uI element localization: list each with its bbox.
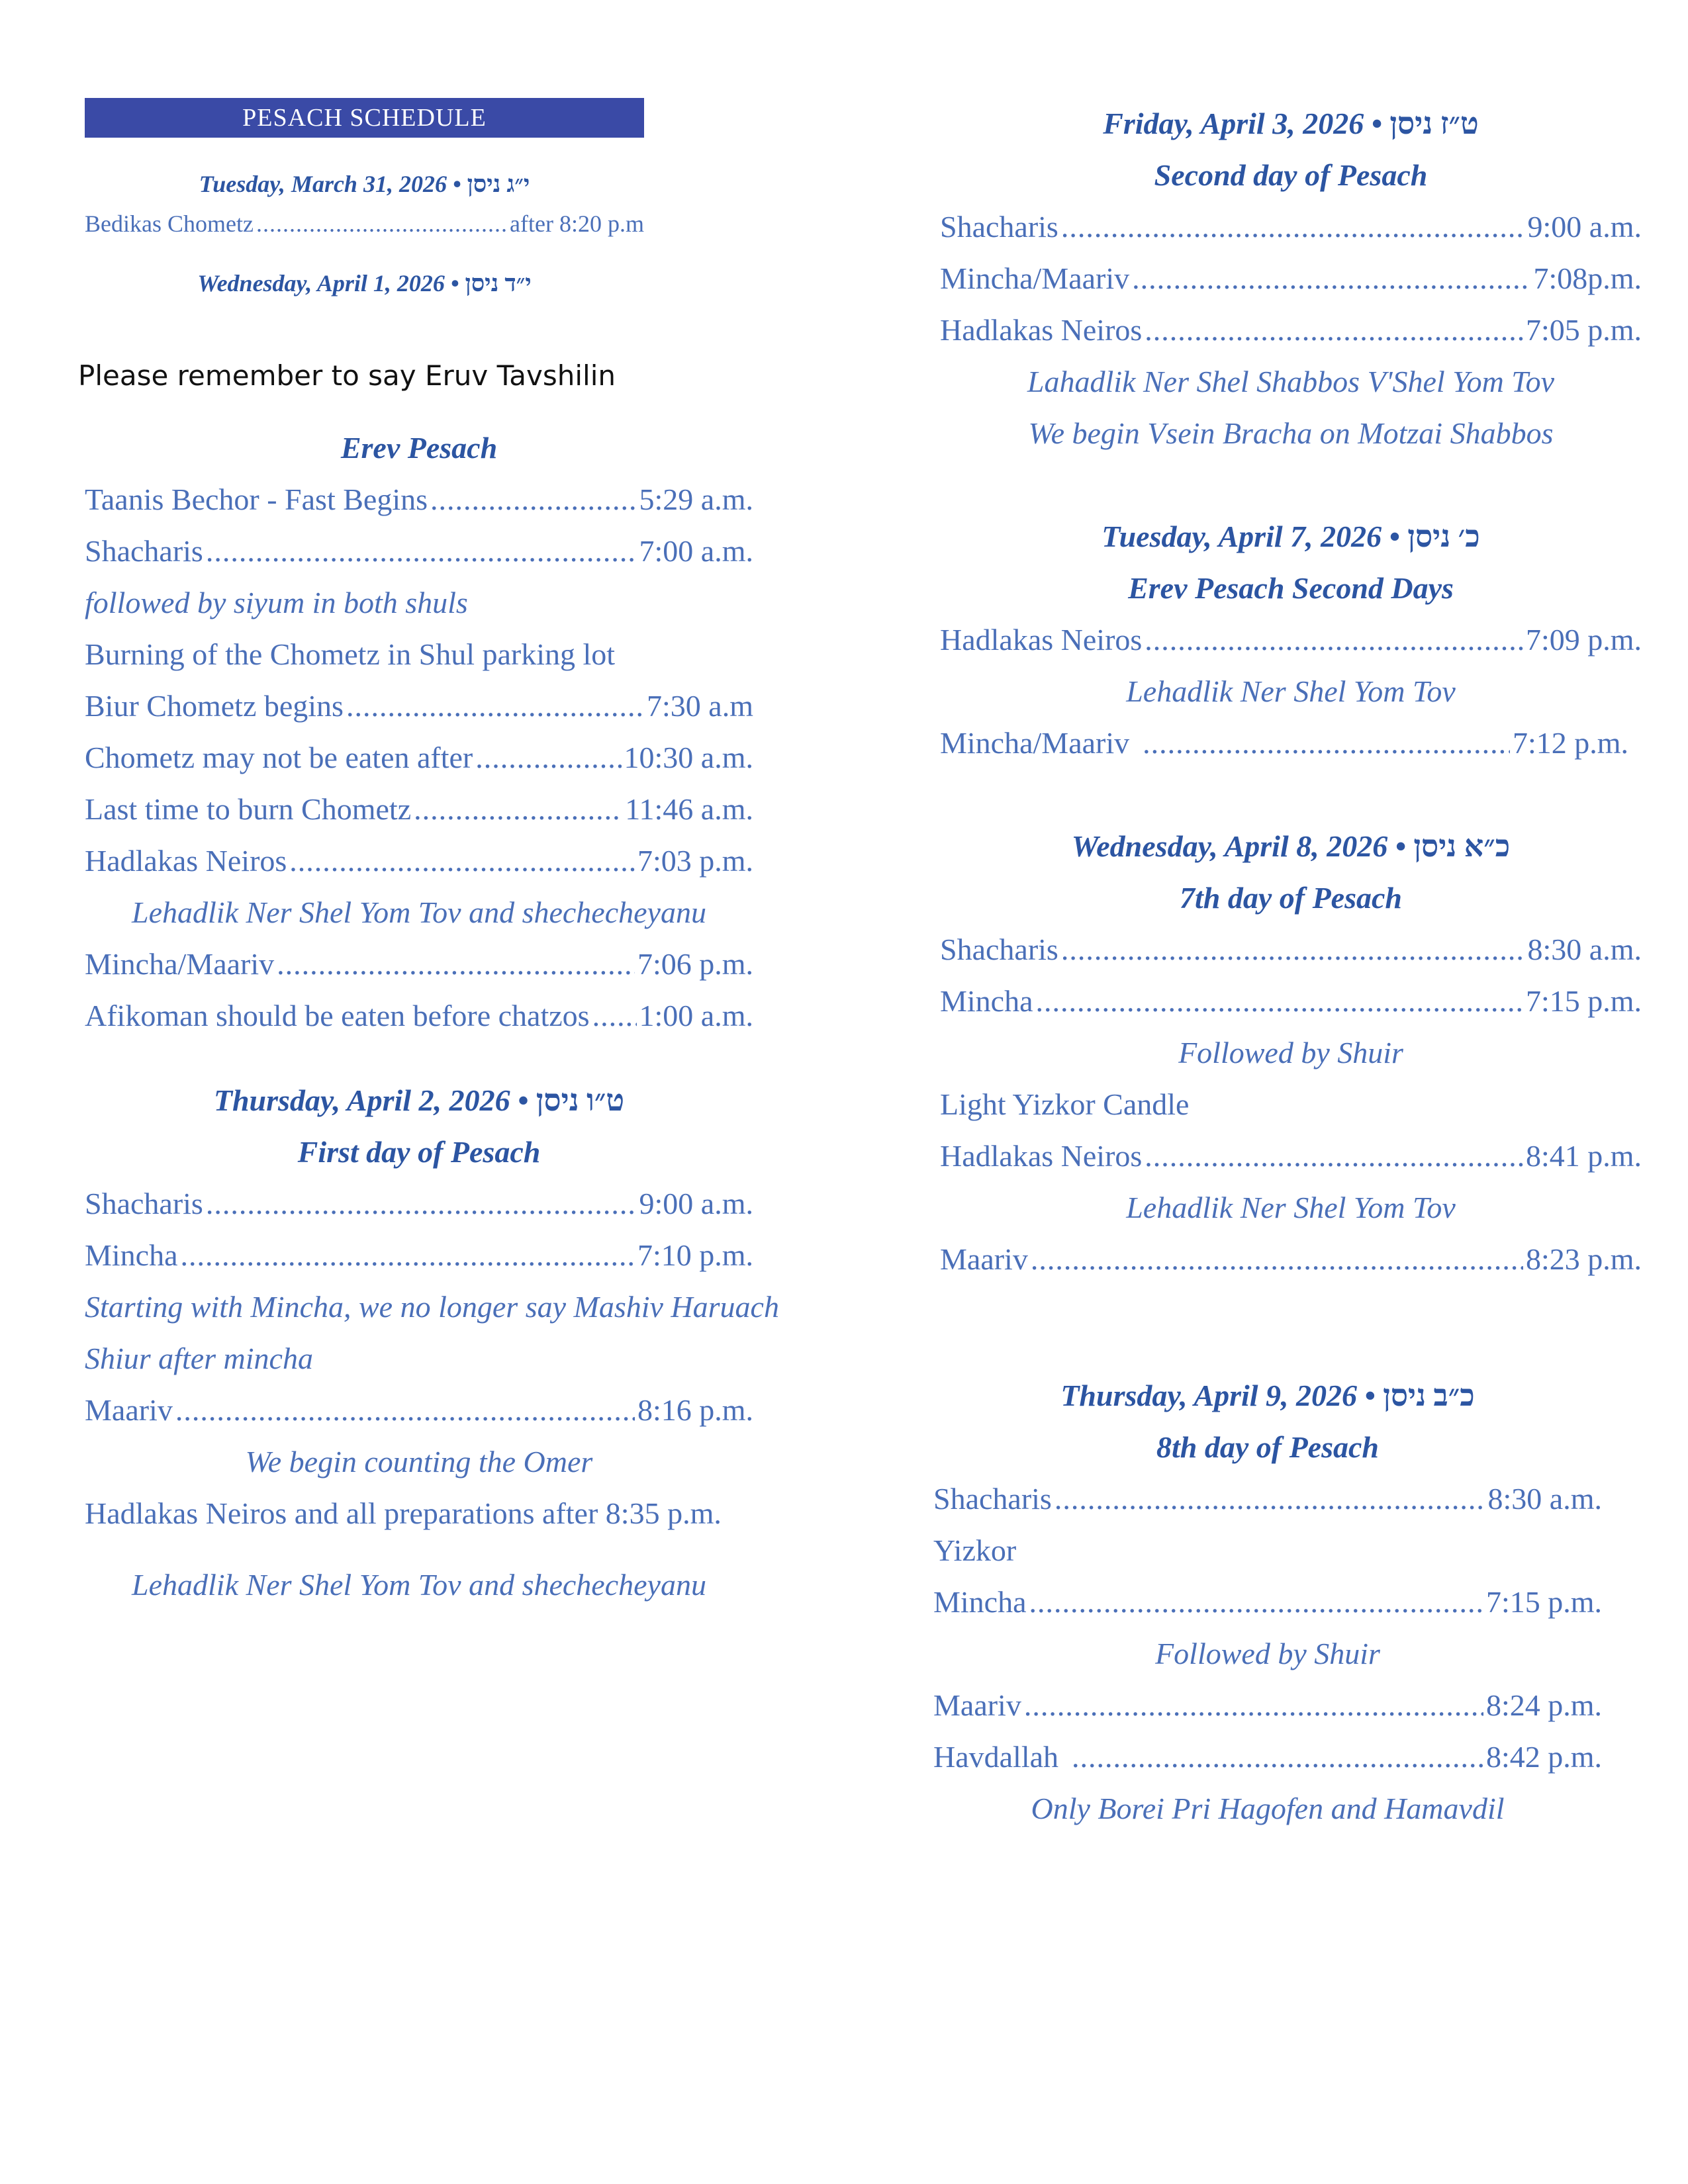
schedule-row: Hadlakas Neiros ..... 7:09 p.m. — [940, 614, 1642, 666]
schedule-row: Mincha/Maariv ..... 7:06 p.m. — [85, 938, 753, 990]
vsein-bracha-note: We begin Vsein Bracha on Motzai Shabbos — [1028, 416, 1554, 450]
schedule-row: Biur Chometz begins ..... 7:30 a.m — [85, 680, 753, 732]
schedule-banner: PESACH SCHEDULE — [85, 98, 644, 138]
first-day-title: First day of Pesach — [297, 1135, 541, 1169]
erev-pesach-section — [85, 422, 779, 1611]
havdallah-note: Only Borei Pri Hagofen and Hamavdil — [1031, 1792, 1505, 1825]
schedule-row: Maariv ..... 8:23 p.m. — [940, 1234, 1642, 1285]
schedule-row: Mincha/Maariv ..... 7:08p.m. — [940, 253, 1642, 304]
seventh-day-title: 7th day of Pesach — [1179, 881, 1402, 915]
schedule-row: Shacharis ..... 8:30 a.m. — [933, 1473, 1602, 1525]
eighth-day-section — [933, 1370, 1602, 1835]
bedikas-chometz-row: Bedikas Chometz ..... after 8:20 p.m — [85, 204, 644, 244]
lehadlik-note: Lehadlik Ner Shel Yom Tov and shechecheyanu — [132, 895, 706, 929]
left-column — [78, 98, 779, 1602]
mashiv-haruach-note: Starting with Mincha, we no longer say Mashiv Haruach — [85, 1290, 779, 1324]
burning-note: Burning of the Chometz in Shul parking lot — [85, 637, 616, 671]
schedule-row: Shacharis ..... 7:00 a.m. — [85, 525, 753, 577]
hadlakas-preparations: Hadlakas Neiros and all preparations after 8:35 p.m. — [85, 1496, 722, 1530]
schedule-row: Shacharis ..... 9:00 a.m. — [85, 1178, 753, 1230]
shiur-note: Shiur after mincha — [85, 1342, 313, 1375]
schedule-row: Mincha/Maariv ..... 7:12 p.m. — [940, 717, 1628, 769]
schedule-row: Last time to burn Chometz ..... 11:46 a.m. — [85, 784, 753, 835]
lehadlik-note: Lehadlik Ner Shel Yom Tov — [1126, 1191, 1456, 1224]
erev-pesach-title: Erev Pesach — [340, 431, 498, 465]
second-day-title: Second day of Pesach — [1154, 158, 1428, 192]
eruv-tavshilin-note: Please remember to say Eruv Tavshilin — [78, 359, 616, 392]
shuir-note: Followed by Shuir — [1155, 1637, 1380, 1670]
day-header-wednesday-apr1: Wednesday, April 1, 2026 • י״ד ניסן — [197, 270, 532, 296]
schedule-row: Shacharis ..... 8:30 a.m. — [940, 924, 1642, 976]
schedule-row: Havdallah ..... 8:42 p.m. — [933, 1731, 1602, 1783]
yizkor-candle-note: Light Yizkor Candle — [940, 1087, 1190, 1121]
schedule-row: Mincha ..... 7:15 p.m. — [933, 1576, 1602, 1628]
erev-second-days-title: Erev Pesach Second Days — [1128, 571, 1454, 605]
omer-note: We begin counting the Omer — [245, 1445, 593, 1479]
day-header-friday-apr3: Friday, April 3, 2026 • ט״ז ניסן — [1103, 107, 1479, 140]
leader-dots — [256, 204, 507, 244]
lehadlik-note: Lehadlik Ner Shel Yom Tov and shechecheyanu — [132, 1568, 706, 1602]
schedule-row: Hadlakas Neiros ..... 7:03 p.m. — [85, 835, 753, 887]
schedule-row: Hadlakas Neiros ..... 8:41 p.m. — [940, 1130, 1642, 1182]
schedule-row: Afikoman should be eaten before chatzos ..... 1:00 a.m. — [85, 990, 753, 1042]
lehadlik-note: Lahadlik Ner Shel Shabbos V'Shel Yom Tov — [1027, 365, 1555, 398]
schedule-row: Taanis Bechor - Fast Begins ..... 5:29 a.m. — [85, 474, 753, 525]
day-header-thursday-apr9: Thursday, April 9, 2026 • כ״ב ניסן — [1060, 1379, 1475, 1412]
siyum-note: followed by siyum in both shuls — [85, 586, 468, 619]
eighth-day-title: 8th day of Pesach — [1156, 1430, 1379, 1464]
schedule-row: Maariv ..... 8:24 p.m. — [933, 1680, 1602, 1731]
schedule-row: Maariv ..... 8:16 p.m. — [85, 1385, 753, 1436]
right-column — [933, 98, 1642, 1835]
day-header-tuesday-apr7: Tuesday, April 7, 2026 • כ׳ ניסן — [1102, 520, 1480, 553]
schedule-row: Chometz may not be eaten after ..... 10:30 a.m. — [85, 732, 753, 784]
day-header-thursday-apr2: Thursday, April 2, 2026 • ט״ו ניסן — [213, 1083, 625, 1117]
schedule-row: Mincha ..... 7:15 p.m. — [940, 976, 1642, 1027]
yizkor-note: Yizkor — [933, 1533, 1017, 1567]
schedule-row: Shacharis ..... 9:00 a.m. — [940, 201, 1642, 253]
schedule-row: Mincha ..... 7:10 p.m. — [85, 1230, 753, 1281]
shuir-note: Followed by Shuir — [1178, 1036, 1403, 1069]
schedule-row: Hadlakas Neiros ..... 7:05 p.m. — [940, 304, 1642, 356]
day-header-tuesday-mar31: Tuesday, March 31, 2026 • י״ג ניסן — [199, 171, 530, 197]
day-header-wednesday-apr8: Wednesday, April 8, 2026 • כ״א ניסן — [1071, 829, 1511, 863]
lehadlik-note: Lehadlik Ner Shel Yom Tov — [1126, 674, 1456, 708]
